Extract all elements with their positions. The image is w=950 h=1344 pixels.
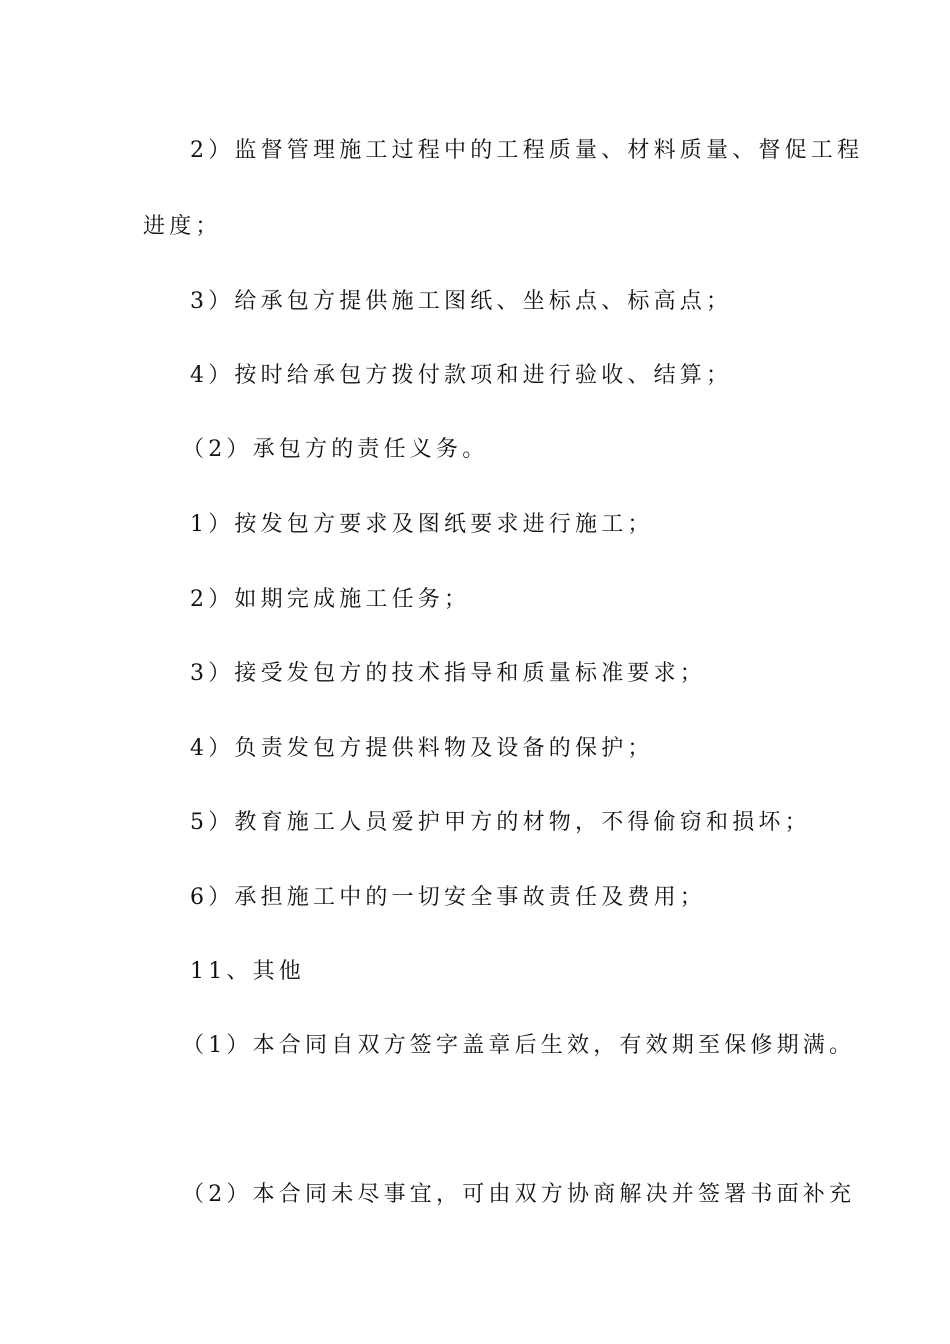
paragraph-line: 2）如期完成施工任务； (190, 587, 471, 612)
paragraph-line: 1）按发包方要求及图纸要求进行施工； (190, 512, 654, 537)
paragraph-line: （1）本合同自双方签字盖章后生效，有效期至保修期满。 (182, 1033, 856, 1058)
paragraph-line: 4）负责发包方提供料物及设备的保护； (190, 736, 654, 761)
paragraph-line: （2）本合同未尽事宜，可由双方协商解决并签署书面补充 (182, 1182, 856, 1207)
section-heading: 11、其他 (190, 959, 305, 984)
paragraph-line: 进度； (143, 214, 222, 239)
paragraph-line: 2）监督管理施工过程中的工程质量、材料质量、督促工程 (190, 138, 864, 163)
paragraph-line: 3）接受发包方的技术指导和质量标准要求； (190, 661, 706, 686)
paragraph-line: 3）给承包方提供施工图纸、坐标点、标高点； (190, 289, 733, 314)
paragraph-line: 4）按时给承包方拨付款项和进行验收、结算； (190, 363, 733, 388)
paragraph-line: 5）教育施工人员爱护甲方的材物，不得偷窃和损坏； (190, 810, 811, 835)
paragraph-line: 6）承担施工中的一切安全事故责任及费用； (190, 885, 706, 910)
section-heading: （2）承包方的责任义务。 (182, 437, 489, 462)
